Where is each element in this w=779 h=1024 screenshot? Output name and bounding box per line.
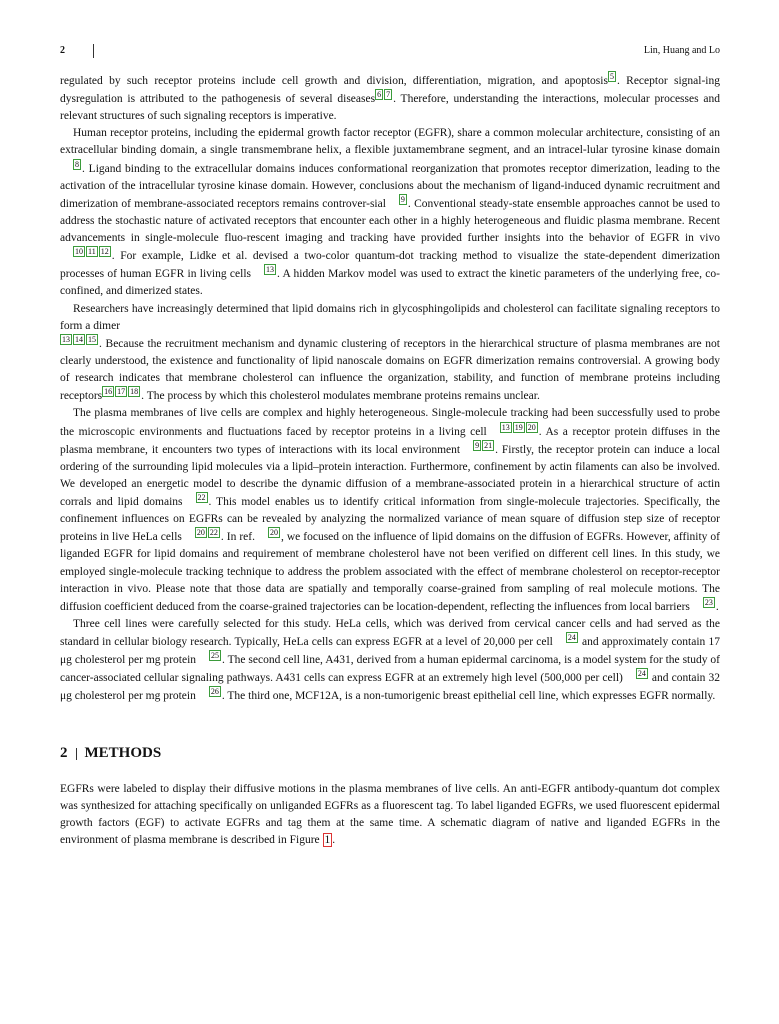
citation-link[interactable] — [60, 247, 112, 256]
paragraph-text: . — [715, 600, 719, 613]
running-authors: Lin, Huang and Lo — [643, 45, 720, 56]
citation-link[interactable] — [623, 669, 649, 678]
citation-number[interactable]: 13 — [62, 335, 70, 345]
paragraph-text: regulated by such receptor proteins include cell growth and division, differentiation, migration, and apoptosis — [60, 74, 608, 87]
section-number: 2 — [60, 745, 68, 762]
citation-number[interactable]: 14 — [75, 335, 83, 345]
citation-number[interactable]: 24 — [637, 669, 646, 679]
citation-link[interactable] — [196, 651, 222, 660]
running-head — [60, 40, 720, 62]
paragraph-text: . Therefore, understanding the interactions, molecular processes and relevant structures of such signaling receptors is imperative. — [60, 92, 720, 123]
citation-link[interactable] — [460, 441, 495, 450]
citation-number[interactable]: 18 — [130, 387, 139, 397]
paragraph-text: , we focused on the influence of lipid domains on the diffusion of EGFRs. However, affinity of liganded EGFR for lipid domains and requirement of membrane cholesterol have not been verified on different cell lines. In this study, we employed single-molecule tracking technique to address the problem associated with the effect of membrane cholesterol on receptor-receptor interaction in vivo. Please note that those data are spatially and temporally coarse-grained from sampling of real molecule motions. The diffusion coefficient deduced from the coarse-grained trajectories can be location-dependent, reflecting the influences from local barriers — [60, 531, 720, 613]
paragraph-text: Human receptor proteins, including the epidermal growth factor receptor (EGFR), share a common molecular architecture, consisting of an extracellular binding domain, a single transmembrane helix, a flexible juxtamembrane segment, and an intracel-lular tyrosine kinase domain — [60, 127, 720, 157]
citation-number[interactable]: 8 — [75, 159, 79, 169]
citation-link[interactable] — [102, 387, 141, 396]
citation-link[interactable] — [183, 493, 209, 502]
citation-link[interactable] — [60, 335, 99, 344]
citation-number[interactable]: 20 — [269, 528, 278, 538]
citation-link[interactable] — [196, 687, 222, 696]
paragraph-text: . As a receptor protein diffuses in the plasma membrane, it encounters two types of interactions with its local environment — [60, 425, 720, 456]
paragraph-text: The plasma membranes of live cells are complex and highly heterogeneous. Single-molecule tracking had been successfully used to probe the microscopic environments and fluctuations faced by receptor proteins in a living cell — [60, 407, 720, 438]
figure-reference-link[interactable]: 1 — [324, 834, 331, 847]
paragraph-text: . Because the recruitment mechanism and dynamic clustering of receptors in the hierarchical structure of plasma membranes are not clearly understood, the existence and functionality of lipid nanoscale domains on EGFR dimerization remains controversial. A growing body of research indicates that membrane cholesterol can influence the organization, stability, and function of membrane proteins including receptors — [60, 337, 720, 403]
citation-number[interactable]: 11 — [88, 247, 96, 257]
citation-number[interactable]: 20 — [527, 422, 536, 432]
body-paragraph — [60, 125, 720, 300]
paragraph-text: . The process by which this cholesterol modulates membrane proteins remains unclear. — [141, 390, 540, 403]
paragraph-text: . Firstly, the receptor protein can induce a local ordering of the surrounding lipid molecules via a lipid–protein interaction. Furthermore, confinement by actin filaments can also be involved. We developed an energetic model to describe the dynamic diffusion of a membrane-associated protein in a hierarchical structure of actin corrals and lipid domains — [60, 443, 720, 508]
paragraph-text: . In ref. — [220, 531, 255, 544]
body-paragraph — [60, 335, 720, 405]
citation-link[interactable] — [251, 265, 277, 274]
paragraph-text: . Receptor signal-ing dysregulation is attributed to the pathogenesis of several diseases — [60, 74, 720, 105]
body-paragraph — [60, 72, 720, 125]
citation-link[interactable] — [386, 195, 408, 204]
citation-link[interactable] — [375, 90, 393, 99]
citation-number[interactable]: 7 — [386, 90, 391, 100]
citation-number[interactable]: 13 — [266, 265, 274, 275]
page — [60, 40, 720, 849]
methods-text: EGFRs were labeled to display their diffusive motions in the plasma membranes of live cells. An anti-EGFR antibody-quantum dot complex was synthesized for attaching specifically on unliganded EGFRs as a fluorescent tag. To label liganded EGFRs, we used fluorescent epidermal growth factors (EGF) to activate EGFRs and tag them at the same time. A schematic diagram of native and liganded EGFRs in the environment of plasma membrane is described in Figure — [60, 782, 720, 847]
citation-number[interactable]: 19 — [514, 422, 523, 432]
citation-number[interactable]: 10 — [75, 247, 83, 257]
citation-link[interactable] — [608, 72, 617, 81]
header-divider — [93, 44, 94, 58]
citation-link[interactable] — [255, 528, 281, 537]
citation-link[interactable] — [487, 423, 539, 432]
citation-number[interactable]: 22 — [209, 528, 218, 538]
paragraph-text: . A hidden Markov model was used to extract the kinetic parameters of the underlying free, co-confined, and dimerized states. — [60, 268, 720, 298]
paragraph-text: and approximately contain 17 μg cholesterol per mg protein — [60, 636, 720, 667]
paragraph-text: Three cell lines were carefully selected for this study. HeLa cells, which was derived from cervical cancer cells and had served as the standard in cellular biology research. Typically, HeLa cells can express EGFR at a level of 20,000 per cell — [60, 618, 720, 649]
body-paragraph — [60, 301, 720, 335]
paragraph-text: . This model enables us to identify critical information from single-molecule trajectories. Specifically, the confinement influences on EGFRs can be revealed by analyzing the normalized variance of mean square of diffusion step size of receptor proteins in live HeLa cells — [60, 495, 720, 544]
methods-paragraph — [60, 781, 720, 850]
citation-number[interactable]: 13 — [501, 422, 510, 432]
citation-link[interactable] — [60, 160, 82, 169]
citation-number[interactable]: 12 — [100, 247, 109, 257]
paragraph-text: and contain 32 μg cholesterol per mg protein — [60, 672, 720, 703]
paragraph-text: . Ligand binding to the extracellular domains induces conformational reorganization that promotes receptor dimerization, leading to the activation of the intracellular tyrosine kinase domain. However, conclusions about the mechanism of ligand-induced dynamic recruitment and dimerization of membrane-associated receptors remains controver-sial — [60, 162, 720, 210]
paragraph-text: . Conventional steady-state ensemble approaches cannot be used to address the stochastic nature of activated receptors that encounter each other in a highly heterogeneous and fluidic plasma membrane. Recent advancements in single-molecule fluo-rescent imaging and tracking have provided further insights into the behavior of EGFR in vivo — [60, 197, 720, 245]
citation-number[interactable]: 25 — [211, 651, 220, 661]
citation-number[interactable]: 17 — [117, 387, 126, 397]
citation-number[interactable]: 20 — [196, 528, 205, 538]
paragraph-text: . The third one, MCF12A, is a non-tumorigenic breast epithelial cell line, which expresses EGFR normally. — [221, 690, 716, 703]
section-heading — [60, 745, 720, 762]
paragraph-text: Researchers have increasingly determined that lipid domains rich in glycosphingolipids and cholesterol can facilitate signaling receptors to form a dimer — [60, 302, 720, 332]
citation-link[interactable] — [182, 528, 221, 537]
page-number: 2 — [60, 45, 65, 56]
body-text — [60, 72, 720, 705]
paragraph-text: . The second cell line, A431, derived from a human epidermal carcinoma, is a model system for the study of cancer-associated cellular signaling pathways. A431 cells can express EGFR at an extremely high level (500,000 per cell) — [60, 654, 720, 685]
citation-number[interactable]: 23 — [704, 598, 713, 608]
paragraph-text: . For example, Lidke et al. devised a two-color quantum-dot tracking method to visualize the state-dependent dimerization processes of human EGFR in living cells — [60, 250, 720, 281]
citation-number[interactable]: 9 — [475, 440, 480, 450]
citation-link[interactable] — [553, 633, 579, 642]
citation-number[interactable]: 16 — [104, 387, 113, 397]
citation-number[interactable]: 24 — [567, 633, 576, 643]
section-divider — [76, 748, 77, 760]
citation-number[interactable]: 22 — [197, 493, 206, 503]
citation-link[interactable] — [690, 598, 716, 607]
citation-number[interactable]: 9 — [400, 194, 405, 204]
citation-number[interactable]: 6 — [377, 90, 382, 100]
citation-number[interactable]: 26 — [210, 687, 219, 697]
methods-text-end: . — [332, 834, 336, 847]
citation-number[interactable]: 21 — [484, 440, 493, 450]
section-title: METHODS — [84, 745, 162, 762]
body-paragraph — [60, 616, 720, 705]
citation-number[interactable]: 15 — [88, 335, 96, 345]
body-paragraph — [60, 405, 720, 616]
citation-number[interactable]: 5 — [609, 72, 614, 81]
